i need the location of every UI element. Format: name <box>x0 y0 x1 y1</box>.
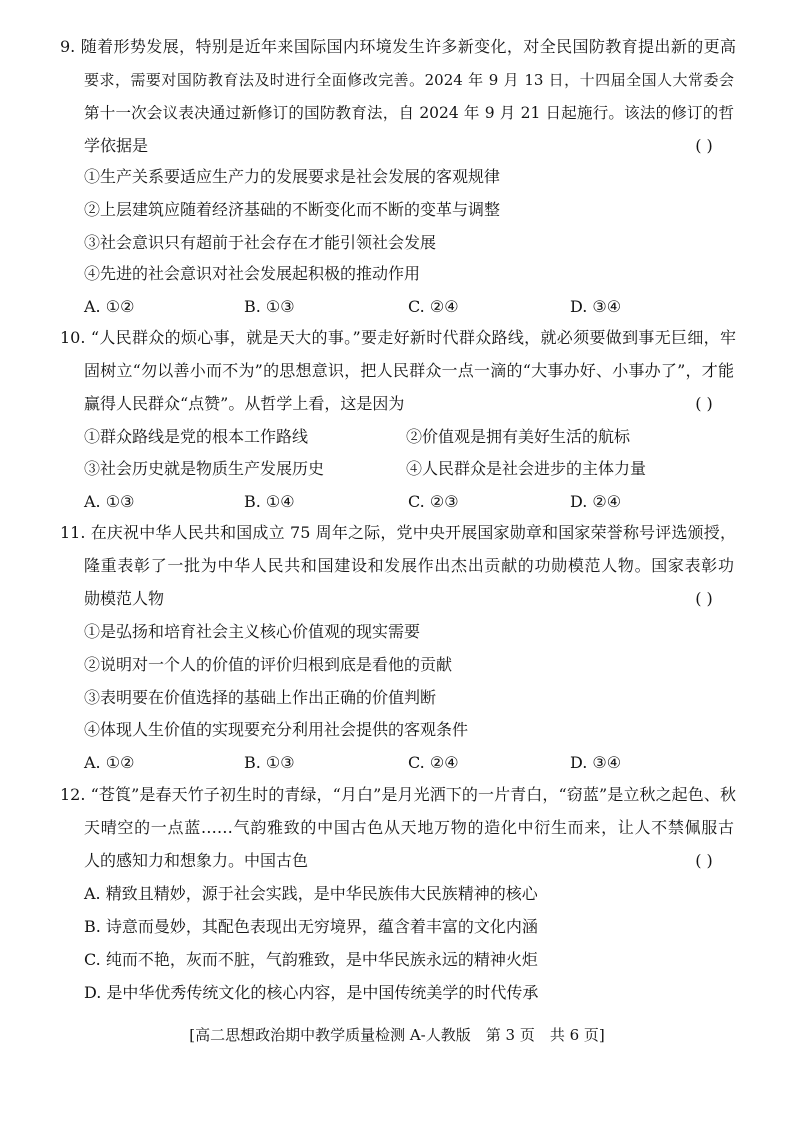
q10-option-c: C. ②③ <box>408 492 459 511</box>
q10-item-1: ①群众路线是党的根本工作路线 <box>84 427 309 446</box>
q9-option-d: D. ③④ <box>570 297 622 316</box>
q10-item-3: ③社会历史就是物质生产发展历史 <box>84 459 325 478</box>
q11-stem-line2: 隆重表彰了一批为中华人民共和国建设和发展作出杰出贡献的功勋模范人物。国家表彰功 <box>84 556 734 575</box>
q9-item-2: ②上层建筑应随着经济基础的不断变化而不断的变革与调整 <box>84 200 501 219</box>
q9-option-c: C. ②④ <box>408 297 459 316</box>
q12-choice-b: B. 诗意而曼妙，其配色表现出无穷境界，蕴含着丰富的文化内涵 <box>84 917 538 936</box>
q11-item-3: ③表明要在价值选择的基础上作出正确的价值判断 <box>84 688 437 707</box>
q9-item-4: ④先进的社会意识对社会发展起积极的推动作用 <box>84 264 421 283</box>
q9-stem-line3: 第十一次会议表决通过新修订的国防教育法，自 2024 年 9 月 21 日起施行。该法的修订的哲 <box>84 104 734 122</box>
q10-stem-line2: 固树立“勿以善小而不为”的思想意识，把人民群众一点一滴的“大事办好、小事办了”，才能 <box>84 361 734 380</box>
q12-stem-line2: 天晴空的一点蓝……气韵雅致的中国古色从天地万物的造化中衍生而来，让人不禁佩服古 <box>84 818 734 837</box>
q9-option-a: A. ①② <box>84 297 135 316</box>
q10-option-a: A. ①③ <box>84 492 135 511</box>
q12-choice-d: D. 是中华优秀传统文化的核心内容，是中国传统美学的时代传承 <box>84 983 539 1002</box>
q11-stem-line3: 勋模范人物 <box>84 589 165 608</box>
q9-option-b: B. ①③ <box>244 297 295 316</box>
q9-stem-line1: 9. 随着形势发展，特别是近年来国际国内环境发生许多新变化，对全民国防教育提出新的更高 <box>60 37 736 56</box>
q12-choice-a: A. 精致且精妙，源于社会实践，是中华民族伟大民族精神的核心 <box>84 884 538 903</box>
q9-item-1: ①生产关系要适应生产力的发展要求是社会发展的客观规律 <box>84 167 501 186</box>
q11-item-4: ④体现人生价值的实现要充分利用社会提供的客观条件 <box>84 720 469 739</box>
q9-answer-bracket: ( ) <box>695 136 713 155</box>
q11-option-a: A. ①② <box>84 753 135 772</box>
q12-stem-line1: 12. “苍筤”是春天竹子初生时的青绿，“月白”是月光洒下的一片青白，“窃蓝”是立秋之起色、秋 <box>60 785 736 804</box>
q11-option-b: B. ①③ <box>244 753 295 772</box>
q11-answer-bracket: ( ) <box>695 589 713 608</box>
q11-option-d: D. ③④ <box>570 753 622 772</box>
q12-stem-line3: 人的感知力和想象力。中国古色 <box>84 851 309 870</box>
q10-answer-bracket: ( ) <box>695 394 713 413</box>
q12-answer-bracket: ( ) <box>695 851 713 870</box>
q12-choice-c: C. 纯而不艳，灰而不脏，气韵雅致，是中华民族永远的精神火炬 <box>84 950 538 969</box>
q10-stem-line3: 赢得人民群众“点赞”。从哲学上看，这是因为 <box>84 394 405 413</box>
q10-item-2: ②价值观是拥有美好生活的航标 <box>406 427 631 446</box>
q10-item-4: ④人民群众是社会进步的主体力量 <box>406 459 647 478</box>
q11-item-2: ②说明对一个人的价值的评价归根到底是看他的贡献 <box>84 655 453 674</box>
q9-item-3: ③社会意识只有超前于社会存在才能引领社会发展 <box>84 233 437 252</box>
q11-stem-line1: 11. 在庆祝中华人民共和国成立 75 周年之际，党中央开展国家勋章和国家荣誉称号评选颁授， <box>60 523 736 542</box>
q9-stem-line4: 学依据是 <box>84 136 149 155</box>
page-footer: [高二思想政治期中教学质量检测 A-人教版 第 3 页 共 6 页] <box>189 1026 605 1044</box>
q11-option-c: C. ②④ <box>408 753 459 772</box>
q10-option-d: D. ②④ <box>570 492 622 511</box>
q9-stem-line2: 要求，需要对国防教育法及时进行全面修改完善。2024 年 9 月 13 日，十四届全国人大常委会 <box>84 71 734 89</box>
q10-stem-line1: 10. “人民群众的烦心事，就是天大的事。”要走好新时代群众路线，就必须要做到事无巨细，牢 <box>60 328 736 347</box>
q11-item-1: ①是弘扬和培育社会主义核心价值观的现实需要 <box>84 622 421 641</box>
q10-option-b: B. ①④ <box>244 492 295 511</box>
